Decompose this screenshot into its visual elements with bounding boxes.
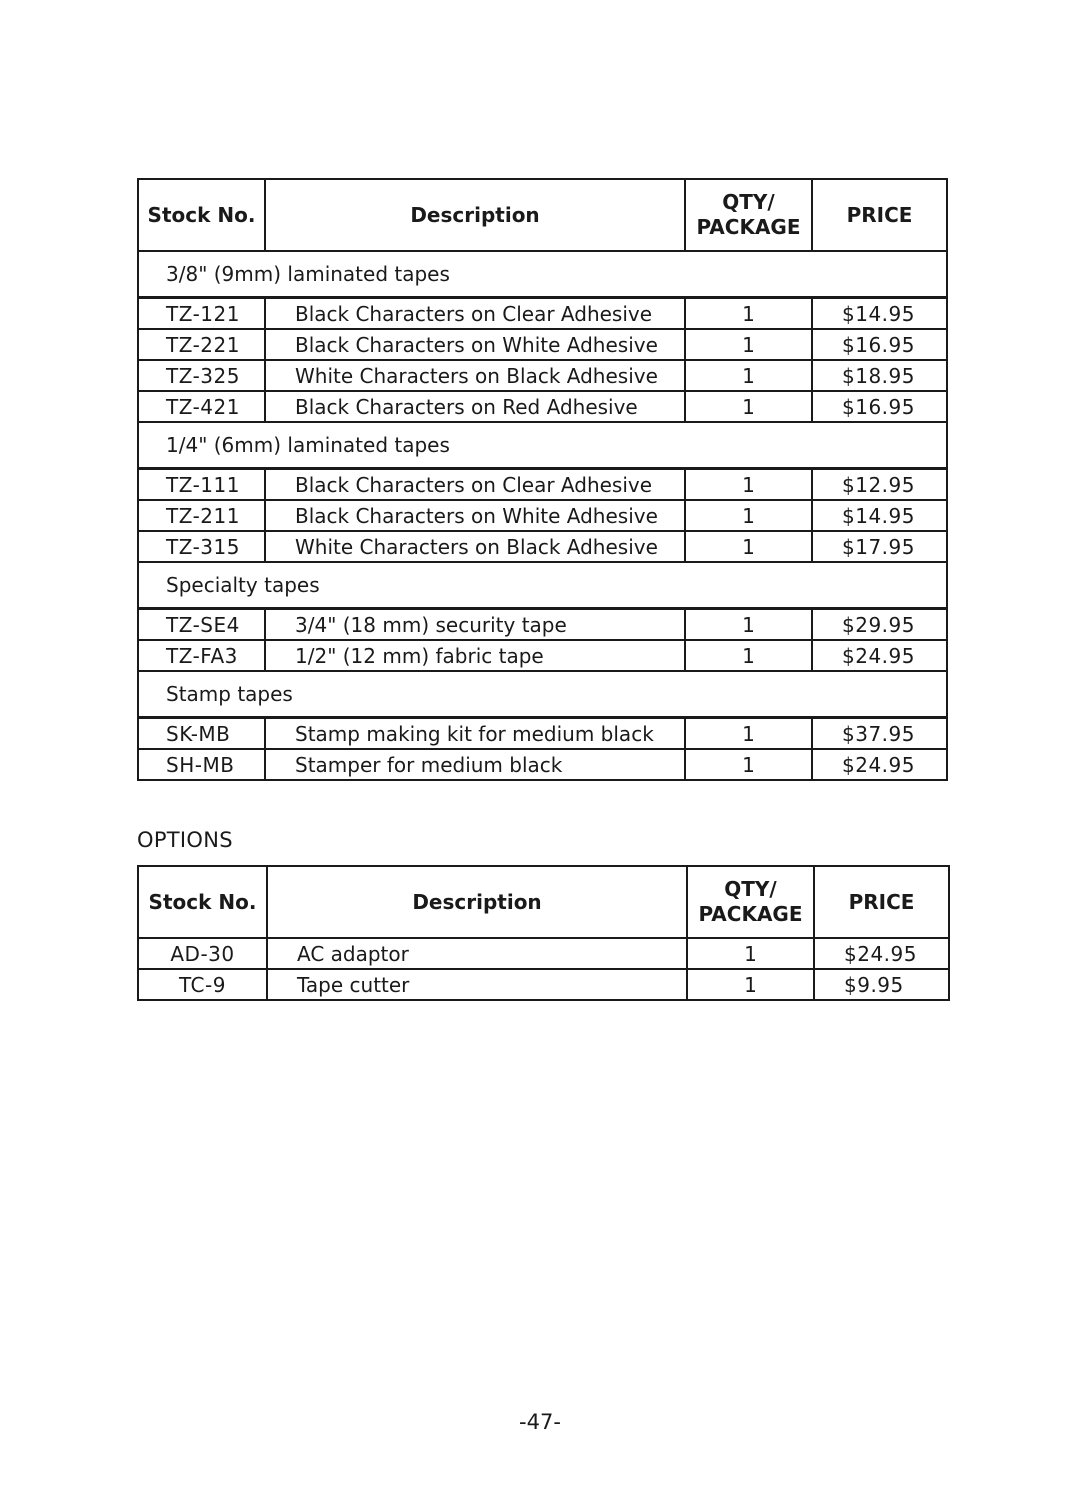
table-row [138, 969, 949, 1000]
header-stock-no: Stock No. [138, 179, 265, 251]
page-number: -47- [519, 1410, 561, 1434]
description: Black Characters on Red Adhesive [265, 391, 685, 422]
table-row [138, 298, 947, 330]
quantity: 1 [685, 500, 812, 531]
quantity: 1 [687, 938, 814, 969]
header-price: PRICE [814, 866, 949, 938]
quantity: 1 [685, 718, 812, 750]
description: Black Characters on White Adhesive [265, 329, 685, 360]
table-row [138, 749, 947, 780]
header-qty-package [687, 866, 814, 938]
stock-number: TC-9 [138, 969, 267, 1000]
table-row [138, 718, 947, 750]
table-row [138, 938, 949, 969]
price: $14.95 [812, 298, 947, 330]
header-qty-line1: QTY/ [722, 190, 775, 214]
price: $29.95 [812, 609, 947, 641]
stock-number: AD-30 [138, 938, 267, 969]
quantity: 1 [685, 640, 812, 671]
table-header-row [138, 866, 949, 938]
price: $24.95 [812, 749, 947, 780]
table-row [138, 329, 947, 360]
quantity: 1 [685, 749, 812, 780]
stock-number: TZ-SE4 [138, 609, 265, 641]
price: $24.95 [812, 640, 947, 671]
description: Black Characters on Clear Adhesive [265, 298, 685, 330]
section-title: Specialty tapes [138, 562, 947, 609]
quantity: 1 [685, 329, 812, 360]
stock-number: TZ-FA3 [138, 640, 265, 671]
tape-price-table [137, 178, 948, 781]
stock-number: TZ-315 [138, 531, 265, 562]
header-description: Description [267, 866, 687, 938]
price: $9.95 [814, 969, 949, 1000]
stock-number: SH-MB [138, 749, 265, 780]
table-row [138, 609, 947, 641]
description: Black Characters on Clear Adhesive [265, 469, 685, 501]
quantity: 1 [685, 469, 812, 501]
price: $12.95 [812, 469, 947, 501]
price: $24.95 [814, 938, 949, 969]
description: AC adaptor [267, 938, 687, 969]
price: $14.95 [812, 500, 947, 531]
quantity: 1 [685, 609, 812, 641]
stock-number: TZ-121 [138, 298, 265, 330]
description: Tape cutter [267, 969, 687, 1000]
quantity: 1 [685, 298, 812, 330]
table-row [138, 360, 947, 391]
options-heading: OPTIONS [137, 828, 233, 852]
section-header-row [138, 562, 947, 609]
quantity: 1 [685, 531, 812, 562]
description: 1/2" (12 mm) fabric tape [265, 640, 685, 671]
header-description: Description [265, 179, 685, 251]
stock-number: TZ-221 [138, 329, 265, 360]
header-qty-line2: PACKAGE [698, 902, 803, 926]
table-row [138, 391, 947, 422]
quantity: 1 [685, 360, 812, 391]
section-title: Stamp tapes [138, 671, 947, 718]
price: $37.95 [812, 718, 947, 750]
header-qty-line2: PACKAGE [696, 215, 801, 239]
description: Stamper for medium black [265, 749, 685, 780]
stock-number: TZ-325 [138, 360, 265, 391]
table-row [138, 640, 947, 671]
header-stock-no: Stock No. [138, 866, 267, 938]
header-price: PRICE [812, 179, 947, 251]
table-row [138, 500, 947, 531]
header-qty-package [685, 179, 812, 251]
stock-number: TZ-111 [138, 469, 265, 501]
price: $17.95 [812, 531, 947, 562]
price: $16.95 [812, 329, 947, 360]
stock-number: SK-MB [138, 718, 265, 750]
description: Stamp making kit for medium black [265, 718, 685, 750]
section-title: 3/8" (9mm) laminated tapes [138, 251, 947, 298]
stock-number: TZ-421 [138, 391, 265, 422]
price: $18.95 [812, 360, 947, 391]
section-title: 1/4" (6mm) laminated tapes [138, 422, 947, 469]
section-header-row [138, 671, 947, 718]
quantity: 1 [687, 969, 814, 1000]
section-header-row [138, 251, 947, 298]
options-price-table [137, 865, 950, 1001]
description: 3/4" (18 mm) security tape [265, 609, 685, 641]
quantity: 1 [685, 391, 812, 422]
stock-number: TZ-211 [138, 500, 265, 531]
section-header-row [138, 422, 947, 469]
header-qty-line1: QTY/ [724, 877, 777, 901]
table-header-row [138, 179, 947, 251]
price: $16.95 [812, 391, 947, 422]
description: White Characters on Black Adhesive [265, 531, 685, 562]
table-row [138, 531, 947, 562]
description: White Characters on Black Adhesive [265, 360, 685, 391]
table-row [138, 469, 947, 501]
description: Black Characters on White Adhesive [265, 500, 685, 531]
